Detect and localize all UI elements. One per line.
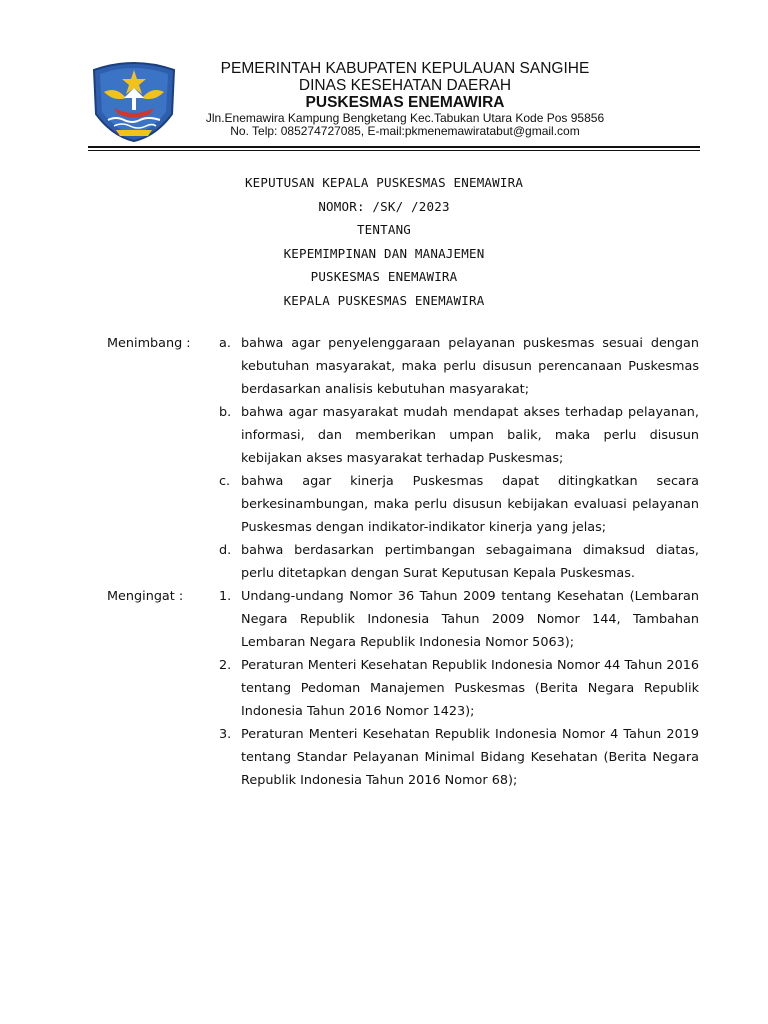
item-marker: c. [219,474,231,489]
list-item [219,654,699,723]
item-text: Undang-undang Nomor 36 Tahun 2009 tentang Kesehatan (Lembaran Negara Republik Indonesia Tahun 2009 Nomor 144, Tambahan Lembaran Negara Republik Indonesia Nomor 5063); [241,589,699,650]
item-marker: b. [219,405,232,420]
section-mengingat [107,585,699,792]
item-text: bahwa agar penyelenggaraan pelayanan puskesmas sesuai dengan kebutuhan masyarakat, maka perlu disusun perencanaan Puskesmas berdasarkan analisis kebutuhan masyarakat; [241,336,699,397]
agency-name: DINAS KESEHATAN DAERAH [298,77,512,94]
contact-line: No. Telp: 085274727085, E-mail:pkmenemawiratabut@gmail.com [230,124,580,138]
item-text: bahwa agar masyarakat mudah mendapat akses terhadap pelayanan, informasi, dan memberikan umpan balik, maka perlu disusun kebijakan akses masyarakat terhadap Puskesmas; [241,405,699,466]
item-marker: d. [219,543,232,558]
item-marker: 2. [219,658,232,673]
decree-title [0,171,768,312]
item-marker: 3. [219,727,232,742]
section-items [219,332,699,585]
letterhead [0,0,768,150]
decree-heading: KEPUTUSAN KEPALA PUSKESMAS ENEMAWIRA [244,175,524,190]
item-text: bahwa agar kinerja Puskesmas dapat ditingkatkan secara berkesinambungan, maka perlu disusun kebijakan evaluasi pelayanan Puskesmas dengan indikator-indikator kinerja yang jelas; [241,474,699,535]
institution-name: PUSKESMAS ENEMAWIRA [305,94,505,111]
decree-number: NOMOR: /SK/ /2023 [318,198,450,214]
decree-body [107,332,699,792]
decree-subject-2: PUSKESMAS ENEMAWIRA [310,269,458,284]
letterhead-text [190,60,620,138]
decree-subject-1: KEPEMIMPINAN DAN MANAJEMEN [283,245,485,261]
letterhead-rule-thick [88,146,700,148]
item-text: Peraturan Menteri Kesehatan Republik Indonesia Nomor 4 Tahun 2019 tentang Standar Pelayanan Minimal Bidang Kesehatan (Berita Negara Republik Indonesia Tahun 2016 Nomor 68); [241,727,699,788]
item-text: Peraturan Menteri Kesehatan Republik Indonesia Nomor 44 Tahun 2016 tentang Pedoman Manajemen Puskesmas (Berita Negara Republik Indonesia Tahun 2016 Nomor 1423); [241,658,699,719]
list-item [219,539,699,585]
government-name: PEMERINTAH KABUPATEN KEPULAUAN SANGIHE [220,60,590,77]
item-text: bahwa berdasarkan pertimbangan sebagaimana dimaksud diatas, perlu ditetapkan dengan Surat Keputusan Kepala Puskesmas. [241,543,699,581]
list-item [219,401,699,470]
section-menimbang [107,332,699,585]
letterhead-rule-thin [88,150,700,151]
list-item [219,723,699,792]
list-item [219,585,699,654]
decree-issuer: KEPALA PUSKESMAS ENEMAWIRA [283,292,485,308]
section-label: Mengingat : [107,589,184,604]
kabupaten-sangihe-emblem-icon [86,58,182,142]
list-item [219,470,699,539]
item-marker: 1. [219,589,232,604]
address-line: Jln.Enemawira Kampung Bengketang Kec.Tabukan Utara Kode Pos 95856 [205,111,605,125]
list-item [219,332,699,401]
section-items [219,585,699,792]
decree-about: TENTANG [356,222,412,237]
section-label: Menimbang : [107,336,191,351]
item-marker: a. [219,336,231,351]
